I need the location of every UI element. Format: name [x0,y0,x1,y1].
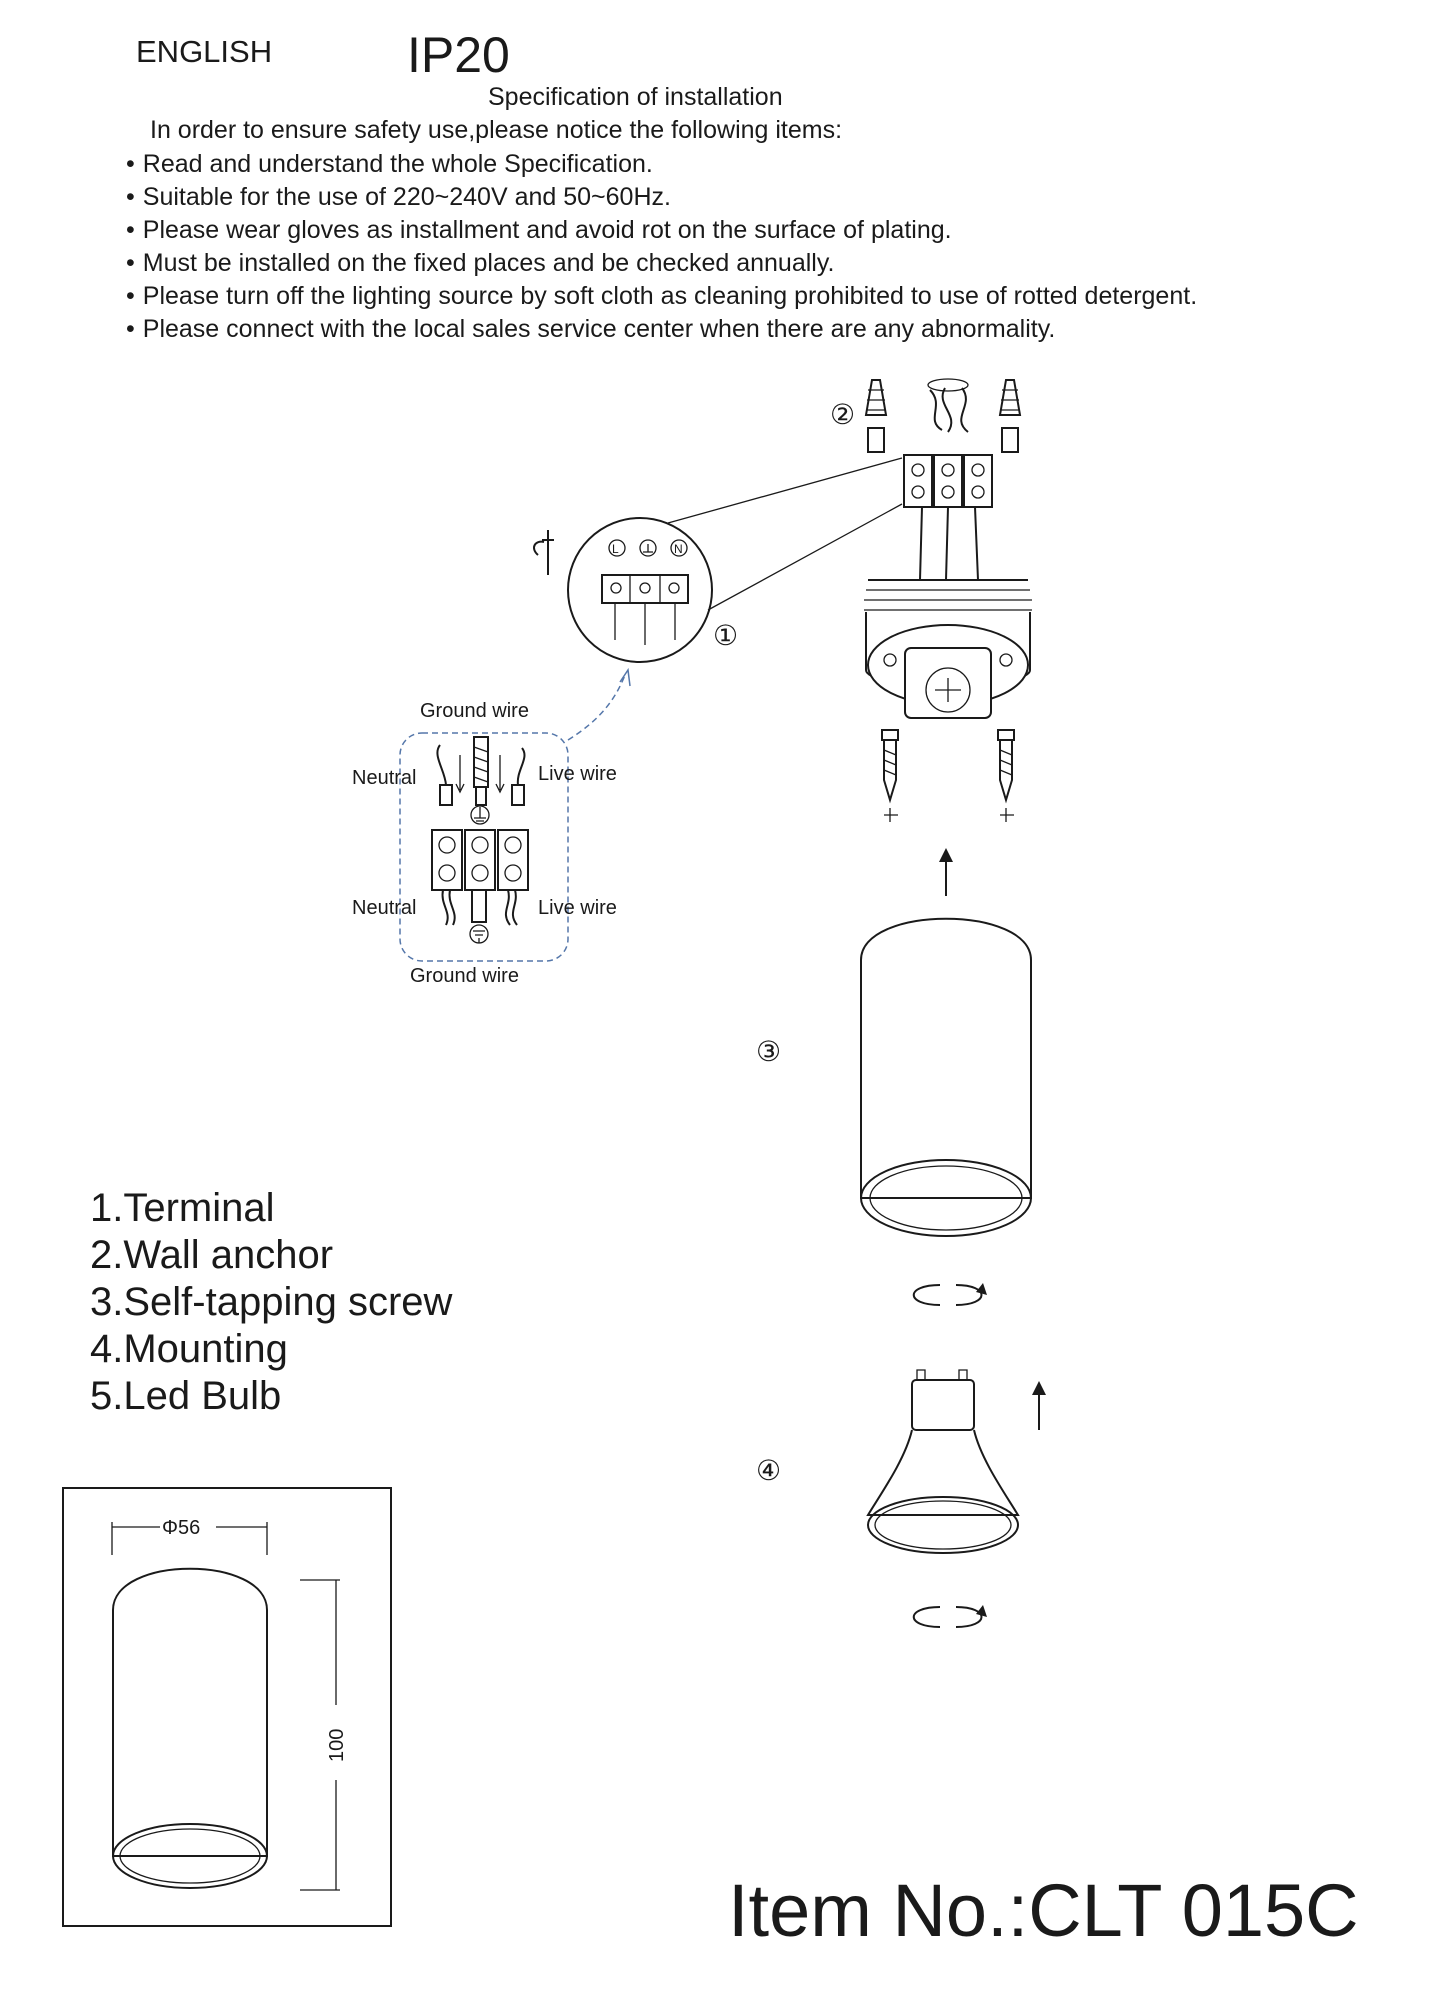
safety-note: • Suitable for the use of 220~240V and 50~60Hz. [126,181,1197,214]
live-wire-label-bottom: Live wire [538,897,617,919]
terminal-n-label: N [674,542,683,556]
ground-wire-label-bottom: Ground wire [410,965,519,987]
dimension-drawing [63,1488,391,1926]
terminal-l-label: L [612,542,619,556]
ip-rating: IP20 [407,27,510,83]
parts-list-item: 2.Wall anchor [90,1233,334,1277]
safety-note: • Must be installed on the fixed places and be checked annually. [126,247,1197,280]
mounting-base-icon [864,580,1032,718]
live-wire-label-top: Live wire [538,763,617,785]
led-bulb-icon [868,1370,1018,1553]
neutral-label-bottom: Neutral [352,897,417,919]
safety-intro: In order to ensure safety use,please notice the following items: [150,116,843,144]
parts-list-item: 5.Led Bulb [90,1374,282,1418]
safety-note: • Please connect with the local sales service center when there are any abnormality. [126,313,1197,346]
neutral-label-top: Neutral [352,767,417,789]
ground-wire-label-top: Ground wire [420,700,529,722]
safety-note: • Please turn off the lighting source by soft cloth as cleaning prohibited to use of rotted detergent. [126,280,1197,313]
safety-note: • Please wear gloves as installment and avoid rot on the surface of plating. [126,214,1197,247]
arrow-up-icon [1032,1381,1046,1430]
rotate-arrow-icon [914,1283,987,1305]
parts-list-item: 4.Mounting [90,1327,288,1371]
height-label: 100 [326,1728,348,1762]
step-3-marker: ③ [756,1036,782,1067]
arrow-up-icon [939,848,953,896]
screw-right-icon [998,730,1014,822]
diameter-label: Φ56 [162,1517,201,1539]
screwdriver-rotate-icon [534,530,554,575]
document-title: Specification of installation [488,83,783,111]
parts-list-item: 3.Self-tapping screw [90,1280,453,1324]
step-2-marker: ② [830,399,856,430]
step-4-marker: ④ [756,1455,782,1486]
item-number: Item No.:CLT 015C [728,1869,1359,1952]
terminal-block-icon [904,379,992,580]
language-label: ENGLISH [136,34,273,69]
parts-list-item: 1.Terminal [90,1186,275,1230]
wall-anchor-right-icon [1000,380,1020,452]
step-1-marker: ① [713,620,739,651]
safety-note: • Read and understand the whole Specification. [126,148,1197,181]
cylinder-housing-icon [861,919,1031,1236]
screw-left-icon [882,730,898,822]
wall-anchor-left-icon [866,380,886,452]
rotate-arrow-icon [914,1605,987,1627]
